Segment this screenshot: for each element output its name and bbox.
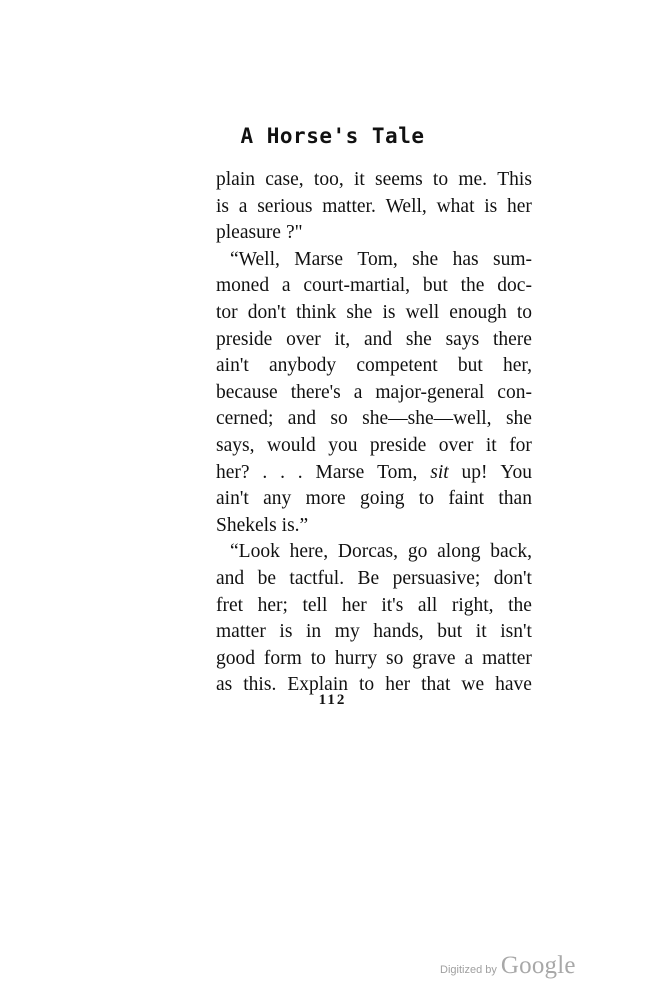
- text-line: because there's a major-general con-: [216, 381, 532, 403]
- text-line: is a serious matter. Well, what is her: [216, 195, 532, 217]
- page-number: 112: [318, 692, 347, 708]
- text-line: her? . . . Marse Tom, sit up! You: [216, 461, 532, 483]
- text-line: fret her; tell her it's all right, the: [216, 594, 532, 616]
- google-logo: Google: [500, 952, 576, 979]
- text-line: “Well, Marse Tom, she has sum-: [230, 248, 532, 270]
- text-line: matter is in my hands, but it isn't: [216, 621, 532, 643]
- text-line: preside over it, and she says there: [216, 328, 532, 350]
- text-line: moned a court-martial, but the doc-: [216, 275, 532, 297]
- text-line: tor don't think she is well enough to: [216, 301, 532, 323]
- digitized-watermark: [440, 952, 576, 980]
- text-line: says, would you preside over it for: [216, 434, 532, 456]
- page-title: A Horse's Tale: [240, 124, 425, 148]
- text-line: ain't anybody competent but her,: [216, 355, 532, 377]
- text-line: Shekels is.”: [216, 514, 309, 536]
- text-line: plain case, too, it seems to me. This: [216, 169, 532, 190]
- text-line: pleasure ?": [216, 222, 303, 244]
- text-line: good form to hurry so grave a matter: [216, 647, 532, 669]
- text-line: and be tactful. Be persuasive; don't: [216, 567, 532, 589]
- text-line: ain't any more going to faint than: [216, 488, 532, 510]
- text-line: as this. Explain to her that we have: [216, 674, 532, 696]
- watermark-prefix: Digitized by: [440, 964, 497, 976]
- body-text: [216, 167, 532, 699]
- text-line: cerned; and so she—she—well, she: [216, 408, 532, 430]
- text-line: “Look here, Dorcas, go along back,: [230, 541, 532, 563]
